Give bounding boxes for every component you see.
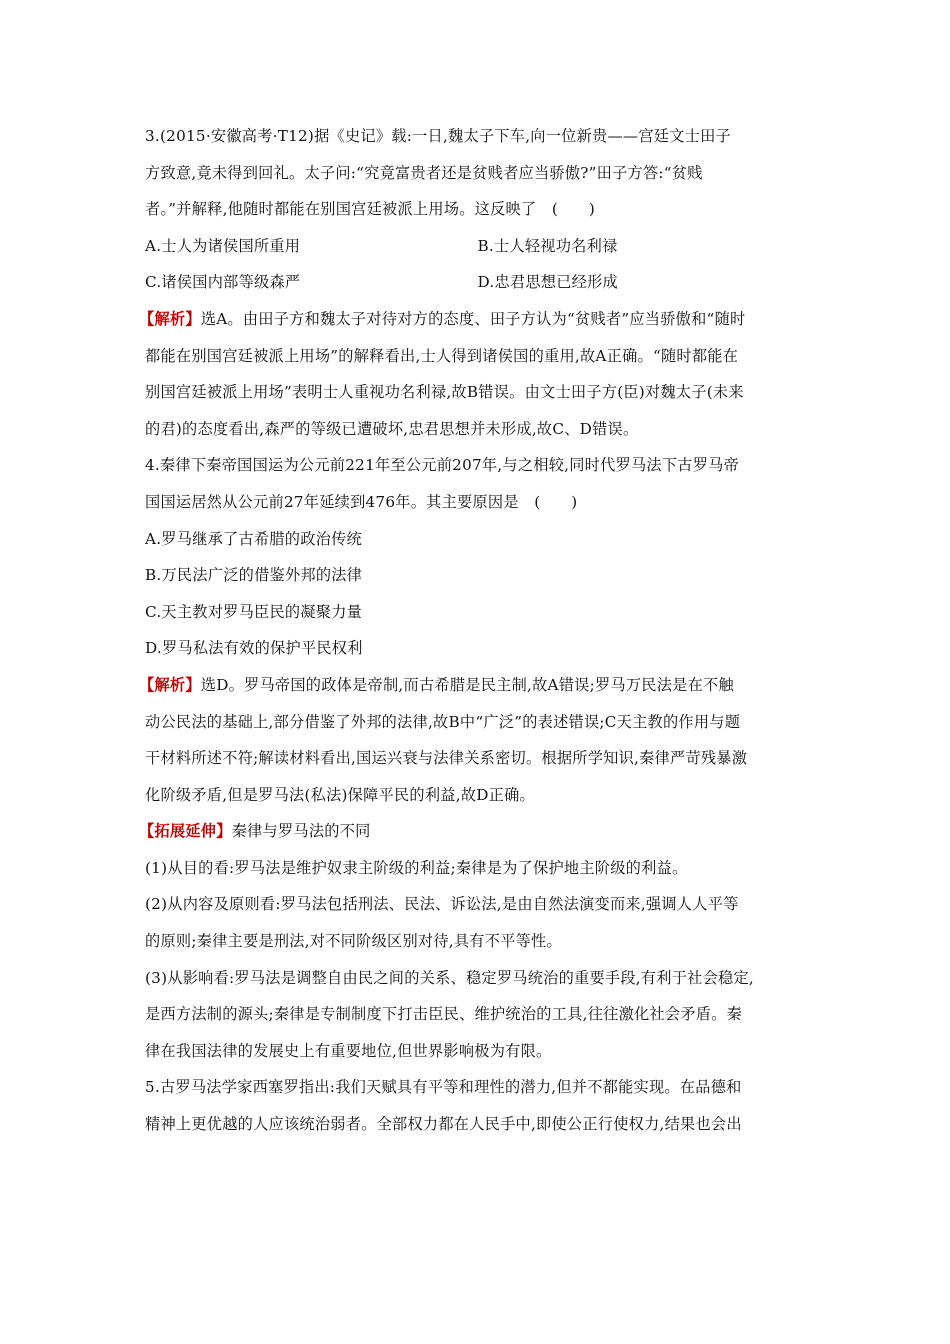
question-4-option-c: C.天主教对罗马臣民的凝聚力量 (145, 602, 363, 621)
extension-title: 秦律与罗马法的不同 (231, 822, 371, 841)
question-4-analysis-line-4: 化阶级矛盾,但是罗马法(私法)保障平民的利益,故D正确。 (145, 785, 535, 804)
extension-line-1: (1)从目的看:罗马法是维护奴隶主阶级的利益;秦律是为了保护地主阶级的利益。 (145, 858, 688, 877)
question-5-stem-line-1: 5.古罗马法学家西塞罗指出:我们天赋具有平等和理性的潜力,但并不都能实现。在品德和 (145, 1078, 742, 1097)
analysis-tag: 【解析】 (139, 675, 201, 694)
question-4-analysis-line-2: 动公民法的基础上,部分借鉴了外邦的法律,故B中“广泛”的表述错误;C天主教的作用与题 (145, 712, 741, 731)
document-page (139, 118, 810, 1143)
question-3-analysis-line-3: 别国宫廷被派上用场”表明士人重视功名利禄,故B错误。由文士田子方(臣)对魏太子(未来 (145, 383, 744, 402)
question-4-extension-heading (139, 813, 810, 850)
question-4-analysis-line-1 (139, 667, 810, 704)
question-3-analysis-line-2: 都能在别国宫廷被派上用场”的解释看出,士人得到诸侯国的重用,故A正确。“随时都能在 (145, 346, 739, 365)
question-3-option-a: A.士人为诸侯国所重用 (145, 236, 301, 255)
question-3-stem-line-2: 方致意,竟未得到回礼。太子问:“究竟富贵者还是贫贱者应当骄傲?”田子方答:“贫贱 (145, 163, 703, 182)
question-4-stem-line-2: 国国运居然从公元前27年延续到476年。其主要原因是 ( ) (145, 492, 578, 511)
question-3-options-row-1 (145, 228, 810, 265)
extension-line-5: 是西方法制的源头;秦律是专制制度下打击臣民、维护统治的工具,往往激化社会矛盾。秦 (145, 1005, 743, 1024)
question-4-option-b: B.万民法广泛的借鉴外邦的法律 (145, 566, 363, 585)
extension-tag: 【拓展延伸】 (139, 822, 232, 841)
question-5 (145, 1069, 810, 1142)
question-5-stem-line-2: 精神上更优越的人应该统治弱者。全部权力都在人民手中,即使公正行使权力,结果也会出 (145, 1115, 742, 1134)
question-4-option-a: A.罗马继承了古希腊的政治传统 (145, 529, 362, 548)
question-3 (139, 118, 810, 447)
question-3-stem-line-3: 者。”并解释,他随时都能在别国宫廷被派上用场。这反映了 ( ) (145, 200, 596, 219)
question-3-stem-line-1: 3.(2015·安徽高考·T12)据《史记》载:一日,魏太子下车,向一位新贵——宫廷文士田子 (145, 127, 731, 145)
question-4-analysis-line-3: 干材料所述不符;解读材料看出,国运兴衰与法律关系密切。根据所学知识,秦律严苛残暴激 (145, 749, 748, 768)
question-3-option-b: B.士人轻视功名利禄 (477, 236, 618, 255)
question-4-analysis-text-1: 选D。罗马帝国的政体是帝制,而古希腊是民主制,故A错误;罗马万民法是在不触 (200, 675, 734, 694)
question-4-option-d: D.罗马私法有效的保护平民权利 (145, 639, 363, 658)
extension-line-3: 的原则;秦律主要是刑法,对不同阶级区别对待,具有不平等性。 (145, 932, 562, 951)
question-3-option-c: C.诸侯国内部等级森严 (145, 273, 301, 292)
extension-line-2: (2)从内容及原则看:罗马法包括刑法、民法、诉讼法,是由自然法演变而来,强调人人平等 (145, 895, 739, 914)
question-3-analysis-line-1 (139, 301, 810, 338)
question-4-stem-line-1: 4.秦律下秦帝国国运为公元前221年至公元前207年,与之相较,同时代罗马法下古罗马帝 (145, 456, 740, 475)
analysis-tag: 【解析】 (139, 309, 201, 328)
extension-line-6: 律在我国法律的发展史上有重要地位,但世界影响极为有限。 (145, 1041, 552, 1060)
question-3-options-row-2 (145, 264, 810, 301)
question-3-analysis-line-4: 的君)的态度看出,森严的等级已遭破坏,忠君思想并未形成,故C、D错误。 (145, 419, 639, 438)
question-4 (139, 447, 810, 1069)
extension-line-4: (3)从影响看:罗马法是调整自由民之间的关系、稳定罗马统治的重要手段,有利于社会稳定, (145, 968, 754, 987)
question-3-analysis-text-1: 选A。由田子方和魏太子对待对方的态度、田子方认为“贫贱者”应当骄傲和“随时 (200, 309, 746, 328)
question-3-option-d: D.忠君思想已经形成 (477, 273, 618, 292)
